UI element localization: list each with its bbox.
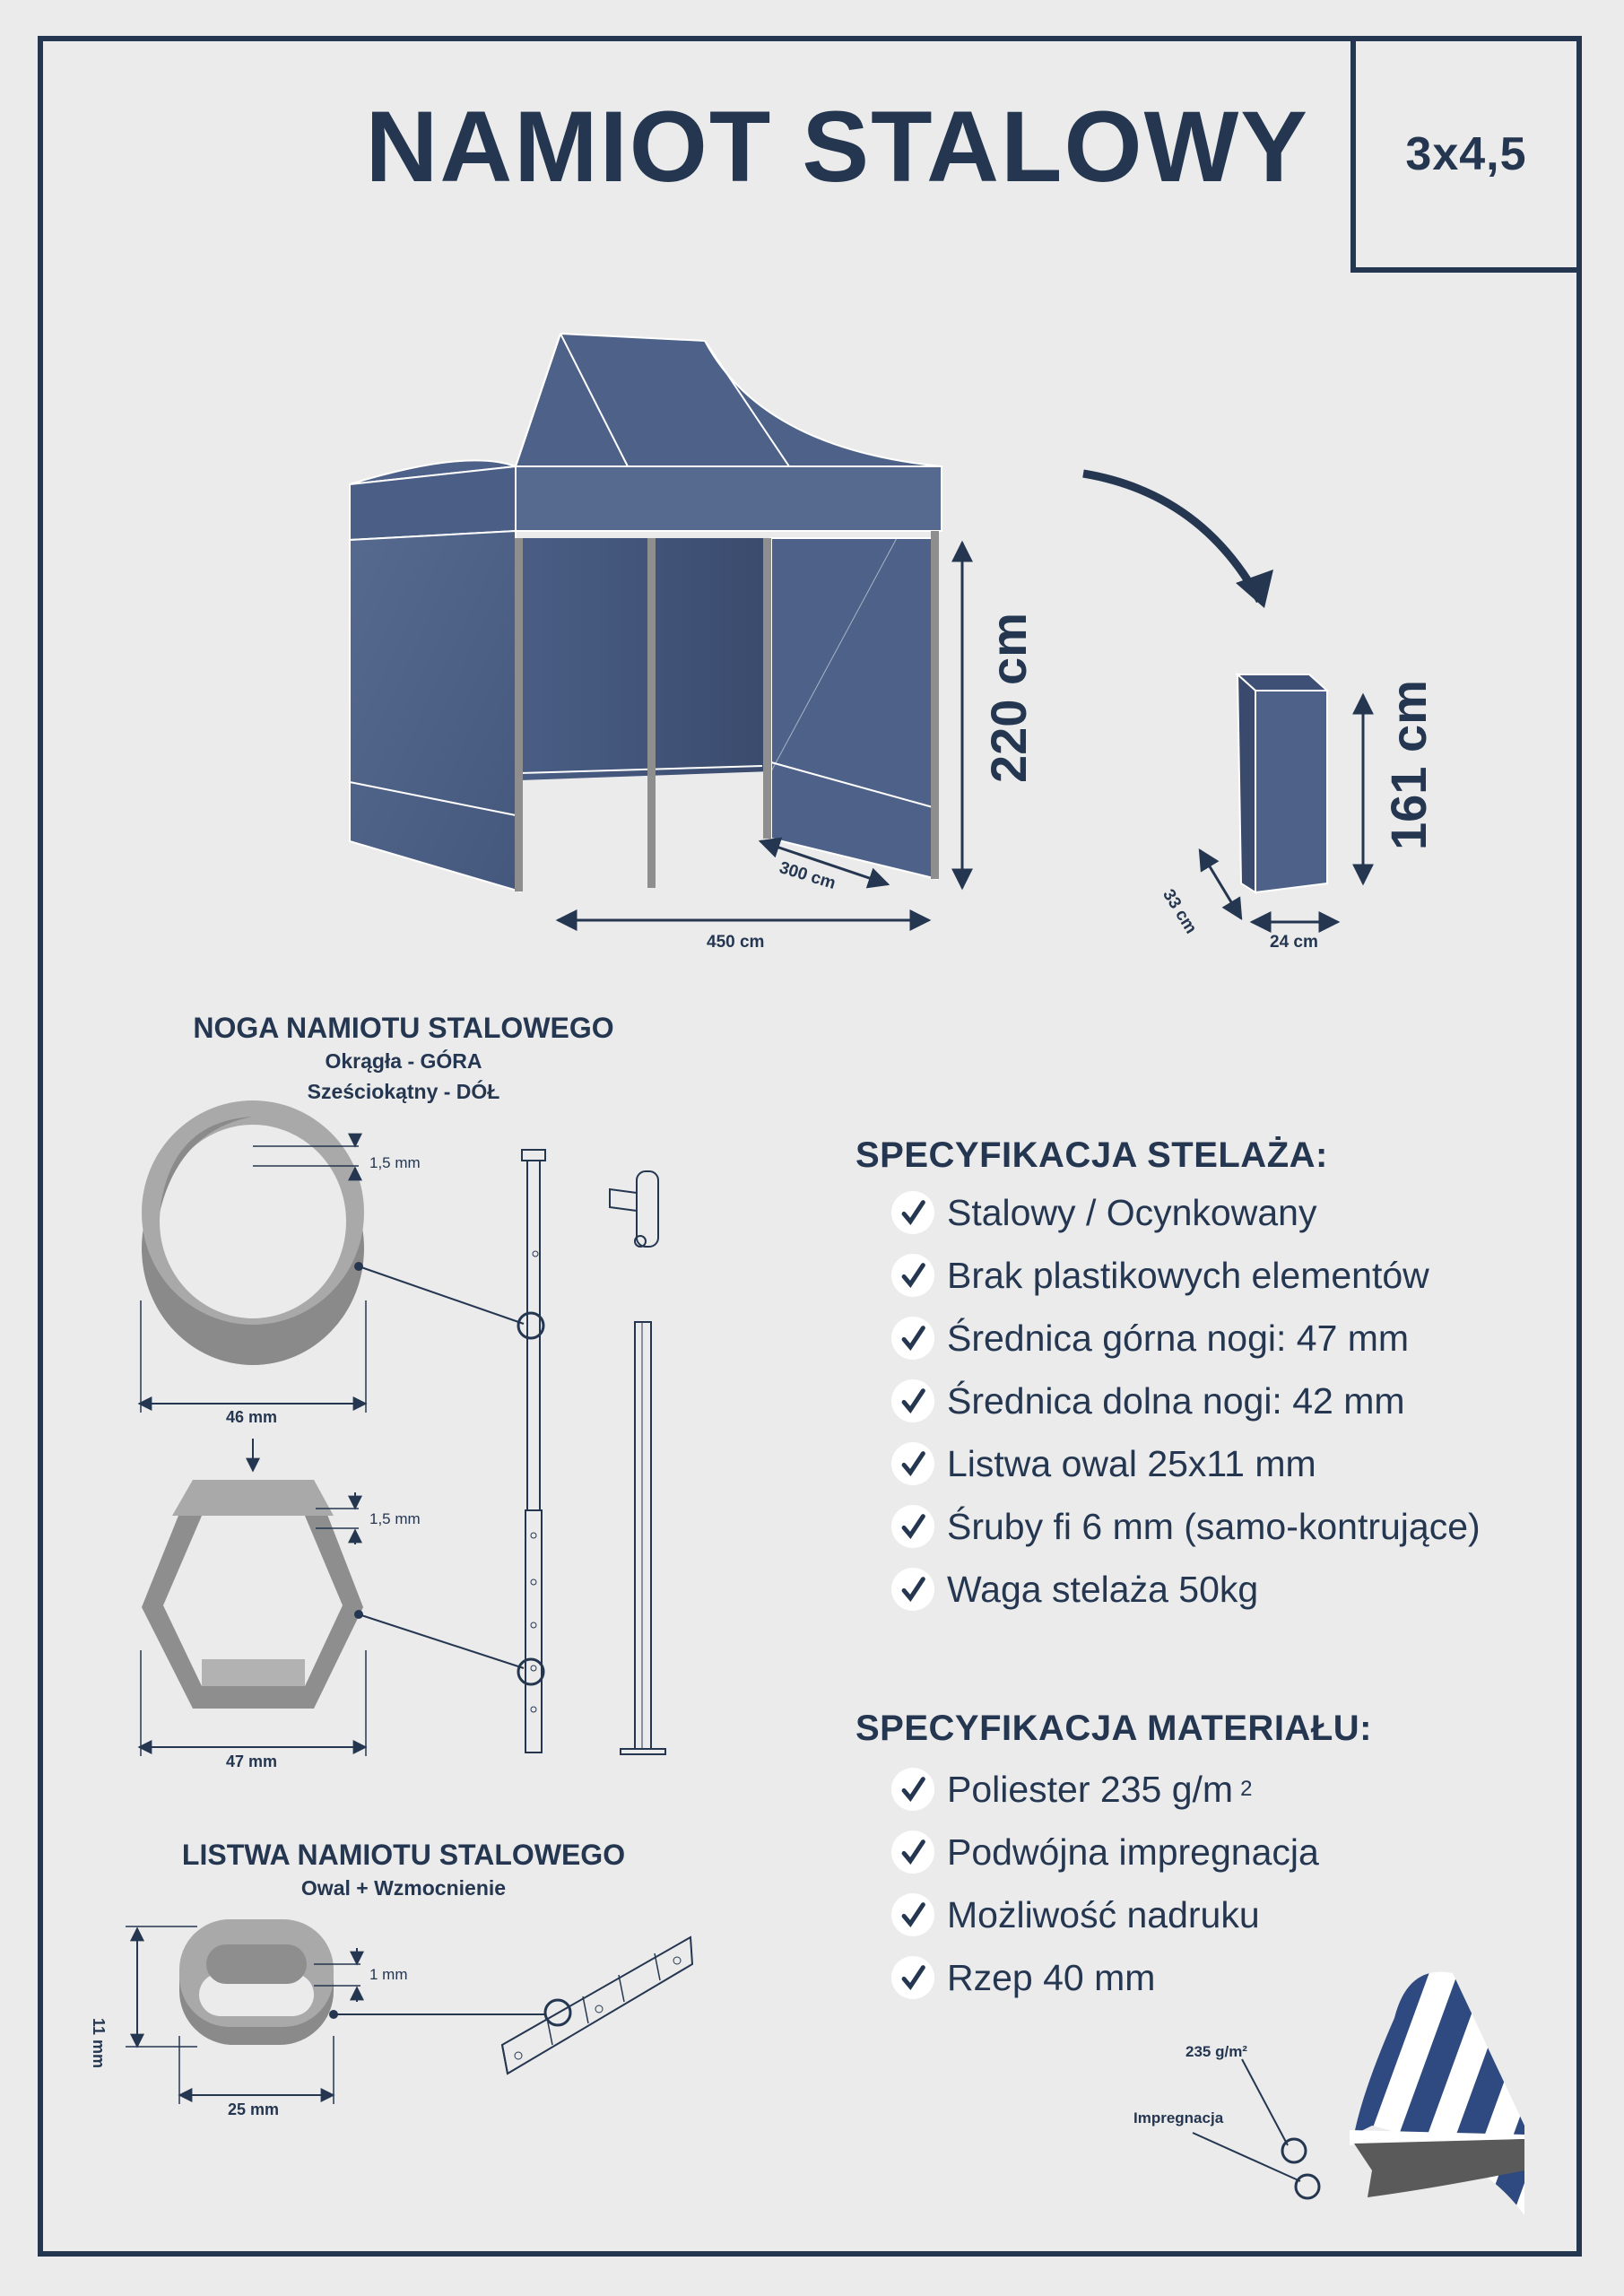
frame-spec-item: Śruby fi 6 mm (samo-kontrujące) [891,1495,1481,1558]
material-spec-title: SPECYFIKACJA MATERIAŁU: [855,1709,1372,1748]
tent-height-label: 220 cm [980,613,1037,783]
check-icon [891,1831,934,1874]
rail-width-label: 25 mm [228,2100,280,2118]
frame-spec-item: Średnica dolna nogi: 42 mm [891,1370,1481,1432]
frame-spec-item: Średnica górna nogi: 47 mm [891,1307,1481,1370]
fabric-sample [1350,1972,1524,2215]
frame-spec-title: SPECYFIKACJA STELAŻA: [855,1135,1328,1175]
bag-width-label: 24 cm [1270,933,1318,952]
check-icon [891,1442,934,1485]
check-icon [891,1505,934,1548]
page-title: NAMIOT STALOWY [365,91,1309,203]
check-icon [891,1956,934,1999]
check-icon [891,1379,934,1422]
leg-section-line2: Sześciokątny - DÓŁ [307,1080,500,1103]
frame-spec-item: Brak plastikowych elementów [891,1244,1481,1307]
superscript: 2 [1240,1777,1253,1801]
rail-section [179,1919,334,2045]
fabric-weight-label: 235 g/m² [1185,2043,1247,2060]
material-spec-item: Poliester 235 g/m 2 [891,1758,1319,1821]
material-spec-item: Rzep 40 mm [891,1946,1319,2009]
bag-depth-line [1200,850,1241,918]
tent-width-label: 450 cm [707,933,765,952]
tent-illustration [350,334,942,891]
frame-spec-item: Waga stelaża 50kg [891,1558,1481,1621]
rail-bar [502,1937,692,2074]
leg-section-title: NOGA NAMIOTU STALOWEGO [193,1012,614,1044]
rail-section-subtitle: Owal + Wzmocnienie [300,1876,507,1900]
bag-depth-label: 33 cm [1159,886,1201,937]
size-label: 3x4,5 [1405,128,1527,180]
check-icon [891,1893,934,1936]
hex-leg-section [142,1480,363,1709]
leg-pole [522,1150,545,1752]
leg-section-line1: Okrągła - GÓRA [325,1049,482,1073]
rail-wall-label: 1 mm [369,1966,408,1983]
hex-wall-label: 1,5 mm [369,1510,421,1527]
frame-spec-item: Stalowy / Ocynkowany [891,1181,1481,1244]
tent-depth-label: 300 cm [777,858,838,893]
check-icon [891,1254,934,1297]
rail-section-title: LISTWA NAMIOTU STALOWEGO [181,1839,626,1871]
hex-diameter-label: 47 mm [226,1752,278,1770]
check-icon [891,1768,934,1811]
frame-spec-item: Listwa owal 25x11 mm [891,1432,1481,1495]
round-leg-section [142,1100,364,1365]
material-spec-item: Podwójna impregnacja [891,1821,1319,1883]
fabric-coating-label: Impregnacja [1133,2109,1224,2126]
bag-height-label: 161 cm [1380,680,1437,850]
check-icon [891,1191,934,1234]
round-diameter-label: 46 mm [226,1408,278,1426]
second-pole [610,1171,665,1754]
bag-illustration [1238,674,1327,892]
material-spec-list [891,1758,1319,2009]
check-icon [891,1317,934,1360]
pack-arrow [1083,474,1260,601]
rail-height-label: 11 mm [90,2018,108,2069]
frame-spec-list [891,1181,1481,1621]
check-icon [891,1568,934,1611]
round-wall-label: 1,5 mm [369,1154,421,1171]
material-spec-item: Możliwość nadruku [891,1883,1319,1946]
